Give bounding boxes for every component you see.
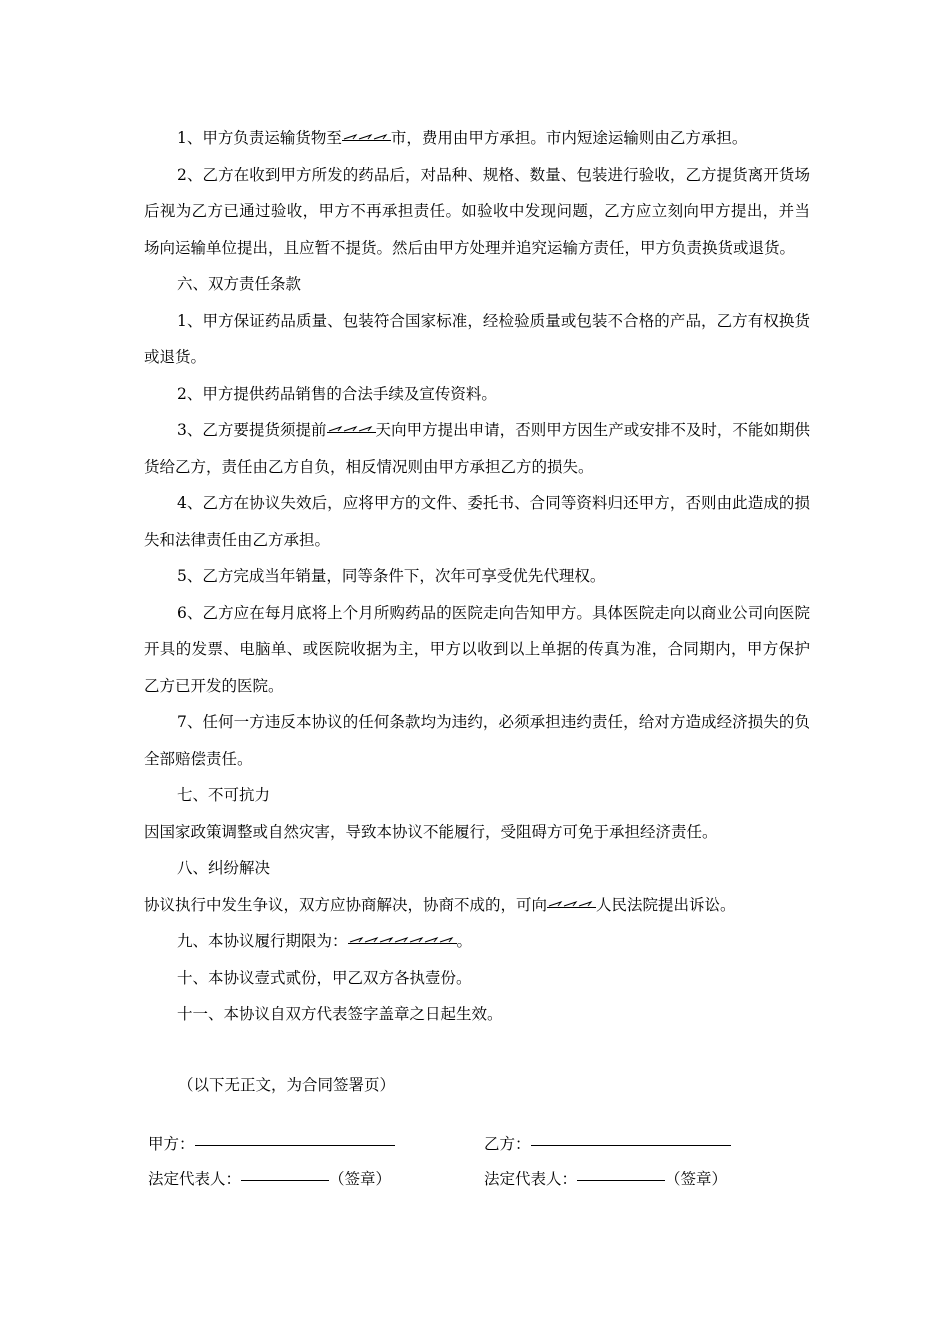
clause-text: 2、乙方在收到甲方所发的药品后，对品种、规格、数量、包装进行验收，乙方提货离开货场后视为乙方已通过验收，甲方不再承担责任。如验收中发现问题，乙方应立刻向甲方提出，并当场向运输单位提出，且应暂不提货。然后由甲方处理并追究运输方责任，甲方负责换货或退货。 [144,165,810,257]
clause-text: 九、本协议履行期限为： [177,932,348,950]
party-b-signature-line[interactable] [531,1144,731,1146]
contract-body [144,120,810,1033]
clause-text: 。 [456,932,473,950]
clause-text: 7、任何一方违反本协议的任何条款均为违约，必须承担违约责任，给对方造成经济损失的负全部赔偿责任。 [144,713,810,768]
clause-paragraph [144,303,810,376]
clause-text: 八、纠纷解决 [177,859,271,877]
clause-text: 3、乙方要提货须提前 [177,421,327,439]
clause-paragraph [144,266,810,303]
party-b-label: 乙方： [484,1135,531,1153]
signature-page-note: （以下无正文，为合同签署页） [178,1076,396,1094]
clause-text: 5、乙方完成当年销量，同等条件下，次年可享受优先代理权。 [177,567,606,585]
clause-paragraph [144,850,810,887]
clause-paragraph [144,996,810,1033]
party-b-seal-label: （签章） [665,1170,728,1188]
clause-text: 4、乙方在协议失效后，应将甲方的文件、委托书、合同等资料归还甲方，否则由此造成的损失和法律责任由乙方承担。 [144,494,810,549]
fill-in-blank[interactable] [342,133,391,141]
clause-paragraph [144,887,810,924]
party-a-representative-row [148,1167,391,1189]
clause-text: 6、乙方应在每月底将上个月所购药品的医院走向告知甲方。具体医院走向以商业公司向医院开具的发票、电脑单、或医院收据为主，甲方以收到以上单据的传真为准，合同期内，甲方保护乙方已开发的医院。 [144,603,810,695]
clause-paragraph [144,412,810,485]
party-a-row [148,1132,395,1154]
clause-text: 十一、本协议自双方代表签字盖章之日起生效。 [177,1005,503,1023]
clause-text: 市，费用由甲方承担。市内短途运输则由乙方承担。 [390,129,748,147]
fill-in-blank[interactable] [547,900,596,908]
clause-paragraph [144,485,810,558]
clause-text: 天向甲方提出申请，否则甲方因生产或安排不及时，不能如期供货给乙方，责任由乙方自负，相反情况则由甲方承担乙方的损失。 [144,421,810,476]
clause-paragraph [144,960,810,997]
clause-text: 因国家政策调整或自然灾害，导致本协议不能履行，受阻碍方可免于承担经济责任。 [144,822,718,841]
clause-paragraph [144,157,810,267]
party-b-row [484,1132,731,1154]
party-a-representative-line[interactable] [241,1179,329,1181]
clause-text: 十、本协议壹式贰份，甲乙双方各执壹份。 [177,968,472,987]
clause-paragraph [144,777,810,814]
clause-paragraph [144,704,810,777]
clause-text: 1、甲方保证药品质量、包装符合国家标准，经检验质量或包装不合格的产品，乙方有权换货或退货。 [144,311,810,366]
party-a-label: 甲方： [148,1135,195,1153]
party-a-seal-label: （签章） [329,1170,392,1188]
clause-text: 七、不可抗力 [177,786,271,804]
fill-in-blank[interactable] [348,936,457,944]
clause-paragraph [144,923,810,960]
party-b-representative-label: 法定代表人： [484,1170,578,1188]
clause-paragraph [144,120,810,157]
clause-text: 六、双方责任条款 [177,275,302,293]
party-b-representative-row [484,1167,727,1189]
clause-text: 1、甲方负责运输货物至 [177,129,342,147]
party-a-representative-label: 法定代表人： [148,1170,242,1188]
clause-paragraph [144,558,810,595]
clause-text: 2、甲方提供药品销售的合法手续及宣传资料。 [177,384,497,403]
clause-text: 人民法院提出诉讼。 [596,895,736,914]
clause-text: 协议执行中发生争议，双方应协商解决，协商不成的，可向 [144,895,548,914]
fill-in-blank[interactable] [327,425,376,433]
clause-paragraph [144,814,810,851]
party-b-representative-line[interactable] [577,1179,665,1181]
clause-paragraph [144,376,810,413]
clause-paragraph [144,595,810,705]
party-a-signature-line[interactable] [195,1144,395,1146]
